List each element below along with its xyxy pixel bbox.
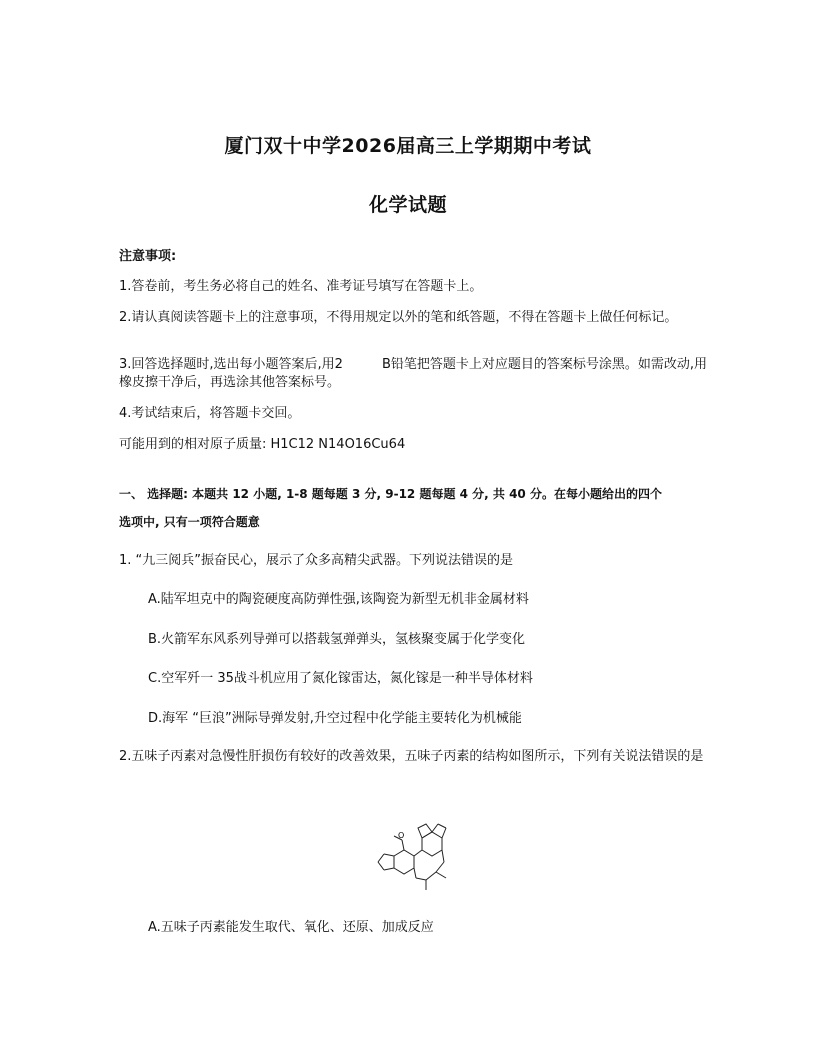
note-item-4: 4.考试结束后，将答题卡交回。 [119, 406, 301, 421]
exam-subtitle: 化学试题 [368, 194, 447, 216]
molecule-structure-image [362, 822, 462, 902]
section1-line2: 选项中, 只有一项符合题意 [119, 515, 260, 529]
structure-o-label: O [398, 831, 405, 840]
q1-option-b: B.火箭军东风系列导弹可以搭载氢弹弹头，氢核聚变属于化学变化 [148, 632, 526, 647]
q2-option-a: A.五味子丙素能发生取代、氧化、还原、加成反应 [148, 920, 434, 935]
exam-title: 厦门双十中学2026届高三上学期期中考试 [224, 135, 592, 157]
notes-heading: 注意事项: [119, 249, 177, 264]
q1-option-c: C.空军歼一 35战斗机应用了氮化镓雷达，氮化镓是一种半导体材料 [148, 671, 533, 686]
q2-stem: 2.五味子丙素对急慢性肝损伤有较好的改善效果，五味子丙素的结构如图所示，下列有关说法错误的是 [119, 749, 704, 764]
note-item-2: 2.请认真阅读答题卡上的注意事项，不得用规定以外的笔和纸答题，不得在答题卡上做任何标记。 [119, 310, 678, 325]
note-item-1: 1.答卷前，考生务必将自己的姓名、准考证号填写在答题卡上。 [119, 279, 483, 294]
atomic-mass-line: 可能用到的相对原子质量: H1C12 N14O16Cu64 [119, 437, 406, 452]
q1-stem: 1. “九三阅兵”振奋民心，展示了众多高精尖武器。下列说法错误的是 [119, 553, 514, 568]
q1-option-a: A.陆军坦克中的陶瓷硬度高防弹性强,该陶瓷为新型无机非金属材料 [148, 592, 529, 607]
section1-line1: 一、 选择题: 本题共 12 小题, 1-8 题每题 3 分, 9-12 题每题 4 分, 共 40 分。在每小题给出的四个 [119, 487, 662, 501]
note-item-3: 3.回答选择题时,选出每小题答案后,用2 B铅笔把答题卡上对应题目的答案标号涂黑。如需改动,用橡皮擦干净后，再选涂其他答案标号。 [119, 357, 707, 390]
q1-option-d: D.海军 “巨浪”洲际导弹发射,升空过程中化学能主要转化为机械能 [148, 711, 522, 726]
